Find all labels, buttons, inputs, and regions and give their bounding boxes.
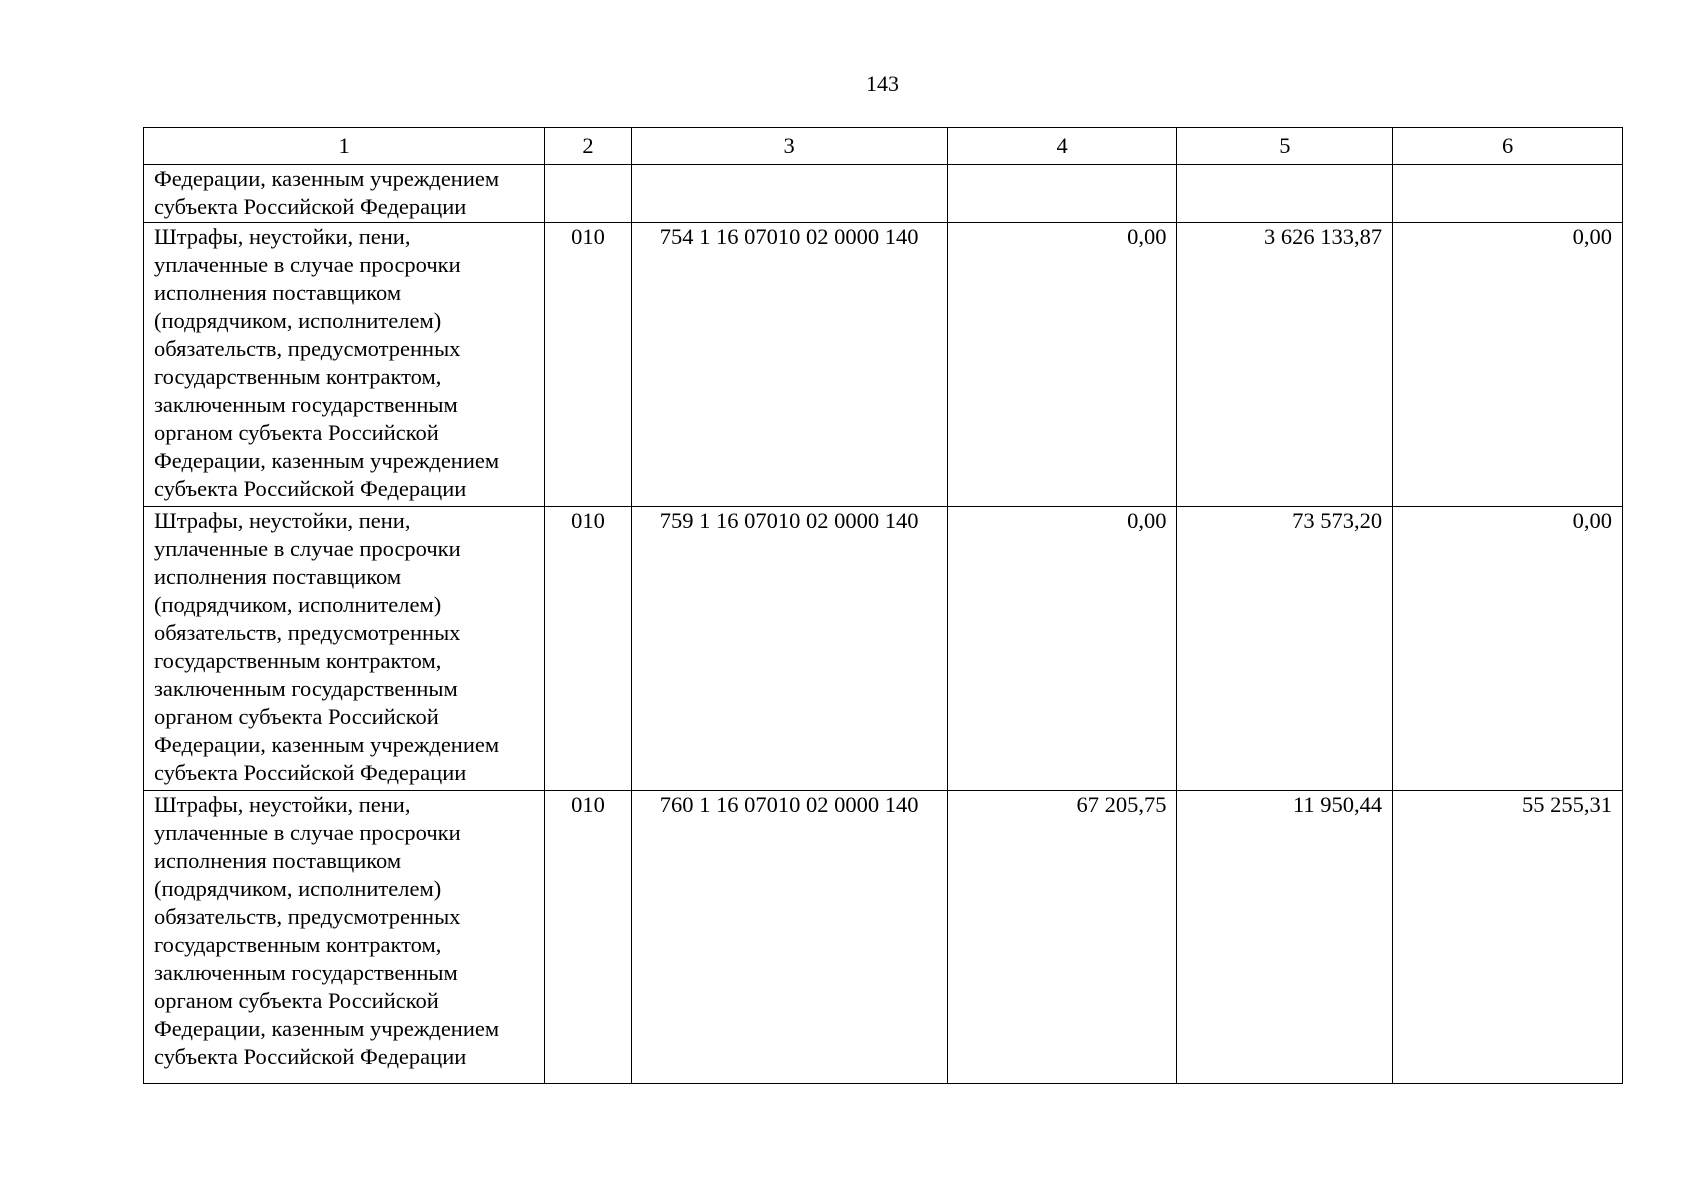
table-row — [144, 791, 1623, 1084]
budget-code-cell: 760 1 16 07010 02 0000 140 — [631, 791, 947, 1084]
budget-code-cell: 754 1 16 07010 02 0000 140 — [631, 223, 947, 507]
column-header: 6 — [1393, 128, 1623, 165]
amount-col4-cell: 67 205,75 — [947, 791, 1177, 1084]
row-name-text: Штрафы, неустойки, пени, уплаченные в случае просрочки исполнения поставщиком (подрядчиком, исполнителем) обязательств, предусмотренных государственным контрактом, заключенным государственным органом субъекта Российской Федерации, казенным учреждением субъекта Российской Федерации — [154, 508, 500, 785]
row-name-cell — [144, 791, 545, 1084]
amount-col5-cell: 11 950,44 — [1177, 791, 1393, 1084]
budget-code-cell — [631, 165, 947, 223]
column-header: 2 — [545, 128, 631, 165]
amount-col6-cell: 55 255,31 — [1393, 791, 1623, 1084]
amount-col6-cell — [1393, 165, 1623, 223]
amount-col4-cell: 0,00 — [947, 223, 1177, 507]
line-code-cell — [545, 165, 631, 223]
amount-col4-cell: 0,00 — [947, 507, 1177, 791]
table-row — [144, 507, 1623, 791]
budget-code-cell: 759 1 16 07010 02 0000 140 — [631, 507, 947, 791]
column-header: 1 — [144, 128, 545, 165]
table-header-row — [144, 128, 1623, 165]
amount-col5-cell: 73 573,20 — [1177, 507, 1393, 791]
amount-col5-cell — [1177, 165, 1393, 223]
row-name-cell — [144, 165, 545, 223]
table-row — [144, 223, 1623, 507]
row-name-cell — [144, 223, 545, 507]
column-header: 4 — [947, 128, 1177, 165]
line-code-cell: 010 — [545, 223, 631, 507]
page-number: 143 — [866, 71, 899, 96]
amount-col4-cell — [947, 165, 1177, 223]
row-name-cell — [144, 507, 545, 791]
row-name-text: Штрафы, неустойки, пени, уплаченные в случае просрочки исполнения поставщиком (подрядчиком, исполнителем) обязательств, предусмотренных государственным контрактом, заключенным государственным органом субъекта Российской Федерации, казенным учреждением субъекта Российской Федерации — [154, 224, 500, 501]
row-name-text: Федерации, казенным учреждением субъекта Российской Федерации — [154, 166, 500, 219]
amount-col6-cell: 0,00 — [1393, 507, 1623, 791]
amount-col6-cell: 0,00 — [1393, 223, 1623, 507]
line-code-cell: 010 — [545, 791, 631, 1084]
column-header: 3 — [631, 128, 947, 165]
report-table — [143, 127, 1623, 1084]
column-header: 5 — [1177, 128, 1393, 165]
amount-col5-cell: 3 626 133,87 — [1177, 223, 1393, 507]
table-row-continuation — [144, 165, 1623, 223]
line-code-cell: 010 — [545, 507, 631, 791]
row-name-text: Штрафы, неустойки, пени, уплаченные в случае просрочки исполнения поставщиком (подрядчиком, исполнителем) обязательств, предусмотренных государственным контрактом, заключенным государственным органом субъекта Российской Федерации, казенным учреждением субъекта Российской Федерации — [154, 792, 500, 1069]
